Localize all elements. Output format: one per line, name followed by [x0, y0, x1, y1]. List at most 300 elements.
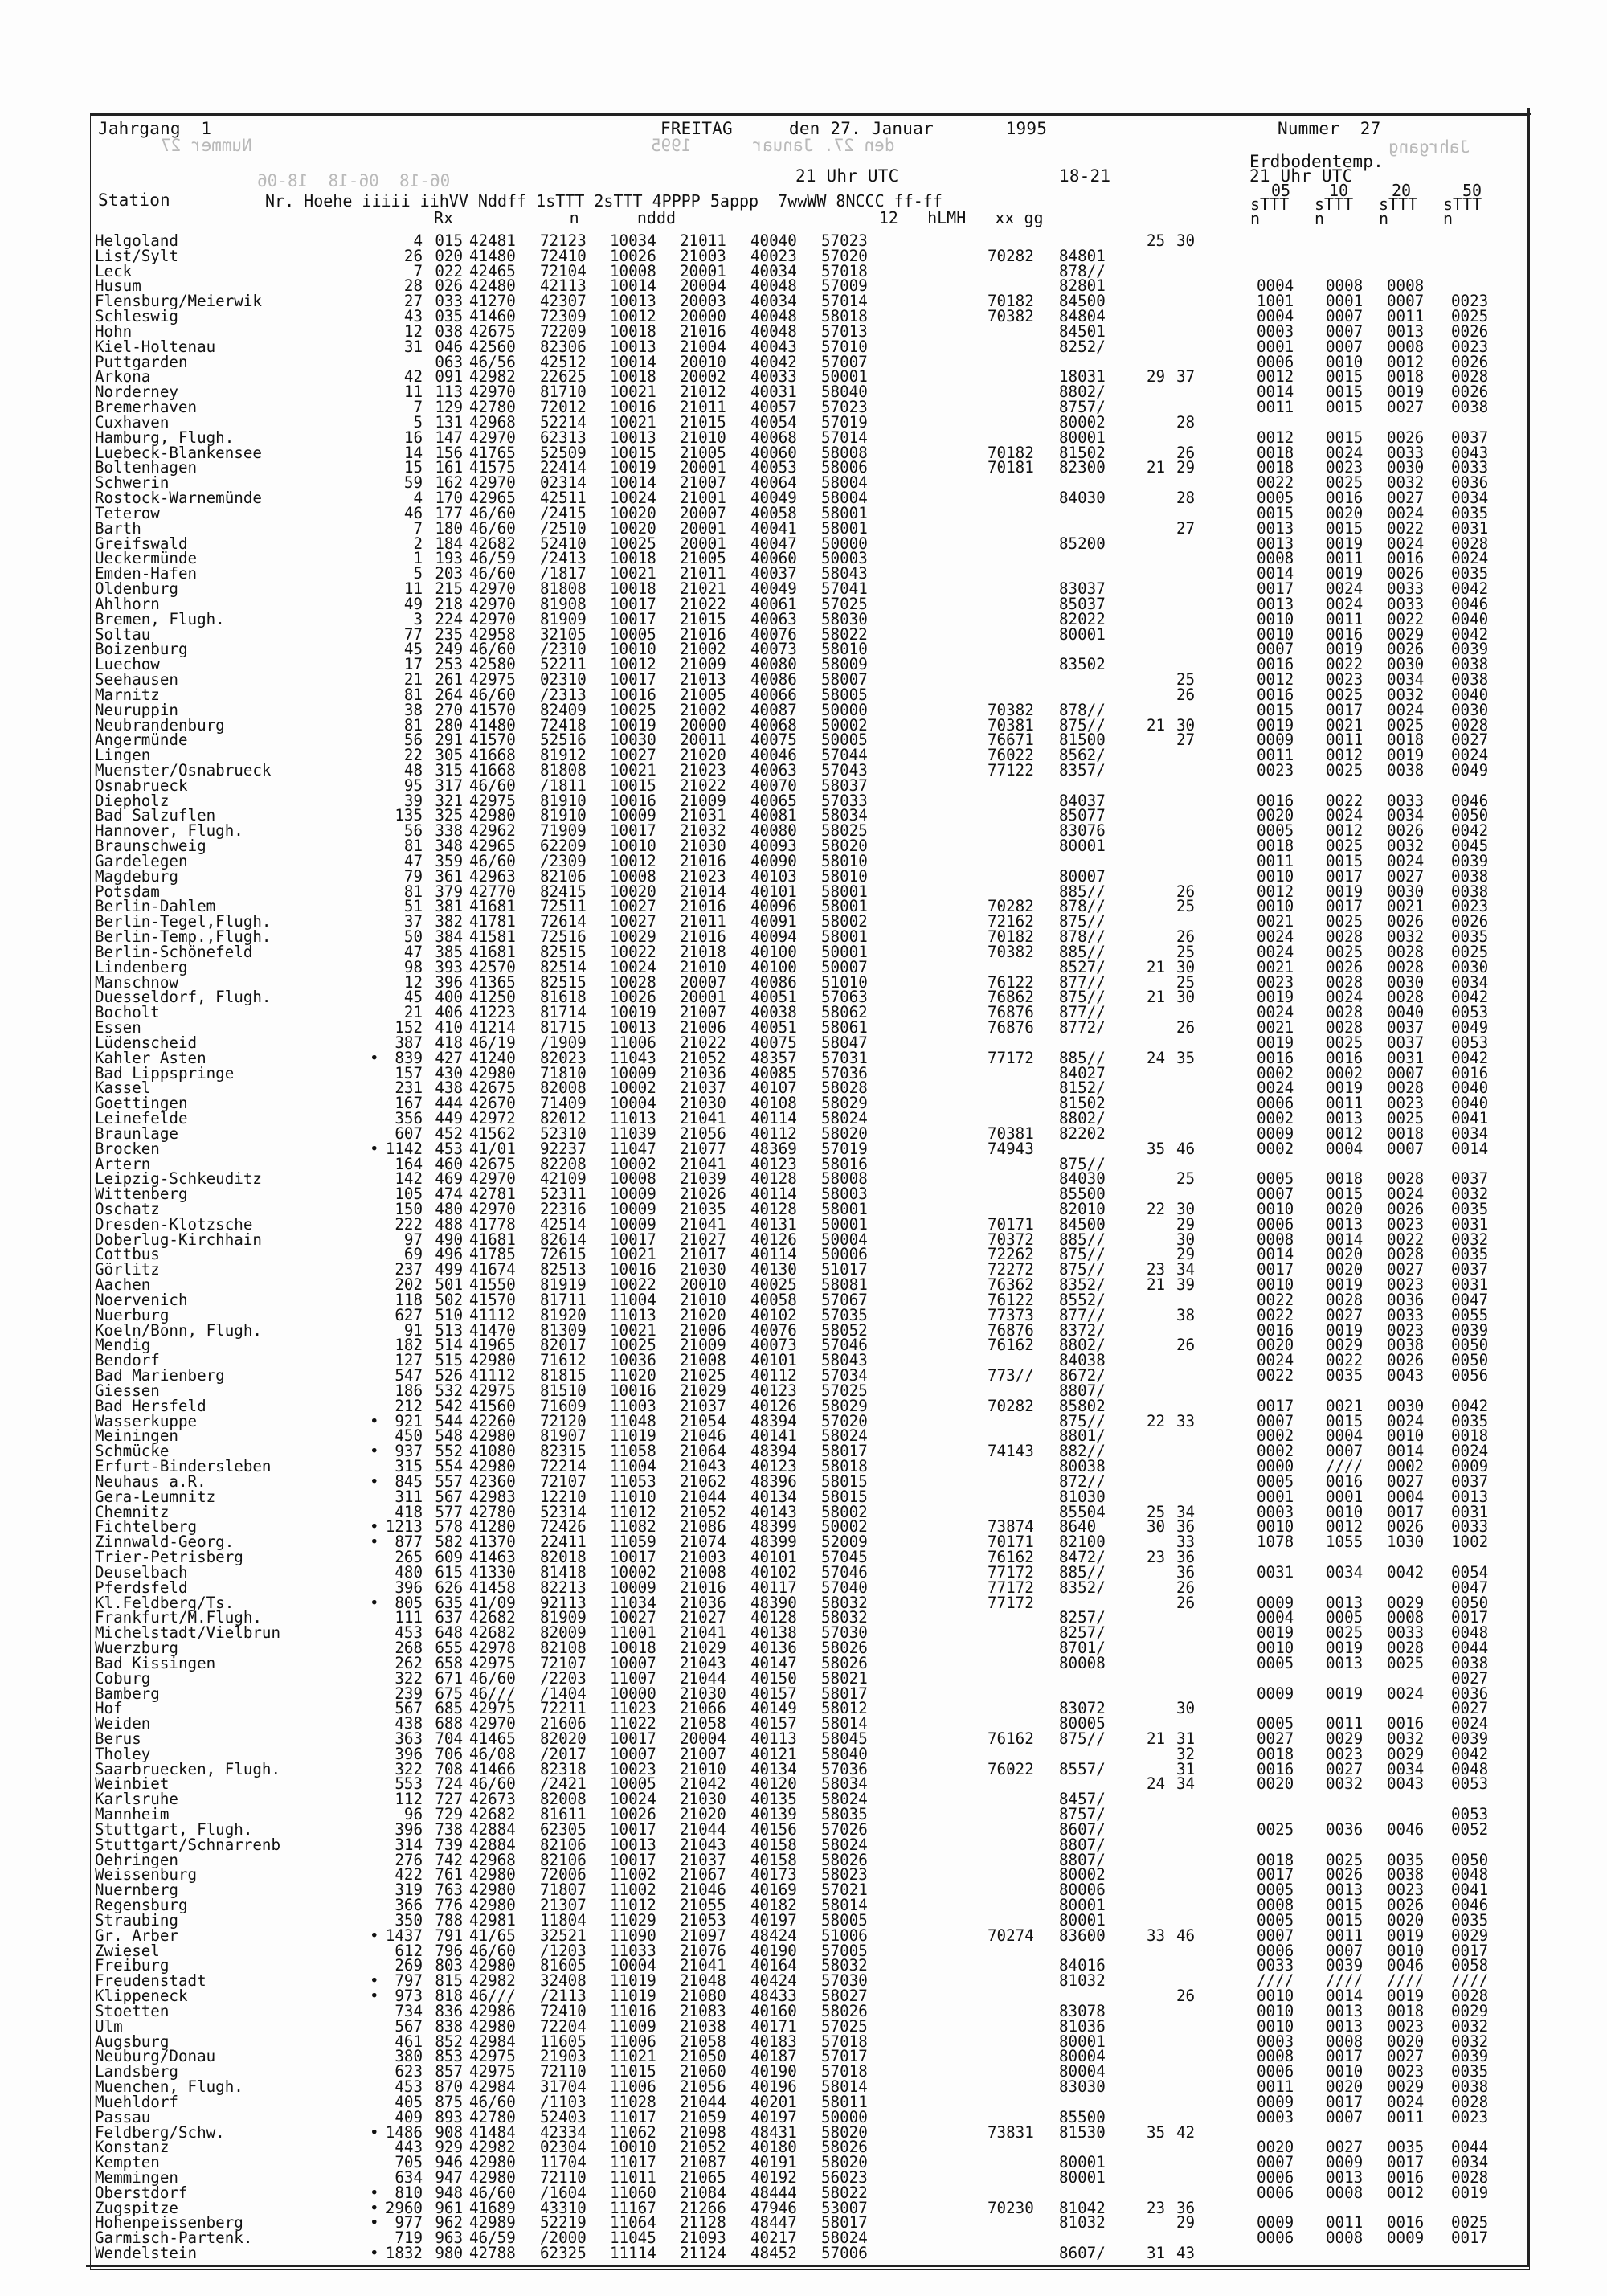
synop-group: 58062 — [821, 1003, 868, 1022]
soil-temperature: 0025 — [1257, 1819, 1294, 1839]
synop-group: 52410 — [540, 534, 587, 553]
soil-temperature: 0016 — [1257, 685, 1294, 704]
soil-temperature: 0048 — [1451, 1865, 1489, 1885]
synop-group: 58014 — [821, 1896, 868, 1915]
synop-group: 58007 — [821, 670, 868, 690]
synop-group: 40086 — [750, 670, 797, 690]
synop-group: 21048 — [680, 1971, 726, 1991]
synop-group: 21 — [1147, 988, 1166, 1007]
station-height: 268 — [395, 1639, 423, 1658]
soil-temperature: 0034 — [1387, 670, 1425, 690]
synop-group: 10013 — [610, 1018, 656, 1037]
soil-temperature: 0011 — [1257, 746, 1294, 765]
synop-group: 48399 — [750, 1533, 797, 1552]
synop-group: 20002 — [680, 367, 726, 387]
synop-group: 21022 — [680, 1033, 726, 1052]
soil-n-50: n — [1443, 209, 1454, 228]
synop-group: 21002 — [680, 700, 726, 719]
synop-group: 84501 — [1059, 321, 1106, 341]
station-number: 046 — [435, 337, 463, 356]
soil-temperature: 0019 — [1326, 1320, 1364, 1340]
synop-group: 21025 — [680, 1366, 726, 1385]
soil-temperature: 0009 — [1257, 1684, 1294, 1703]
soil-temperature: 0030 — [1387, 655, 1425, 674]
soil-temperature: 0043 — [1387, 1774, 1425, 1794]
station-number: 658 — [435, 1653, 463, 1672]
soil-temperature: 0001 — [1257, 1487, 1294, 1506]
soil-temperature: 0023 — [1387, 1094, 1425, 1113]
synop-group: 875// — [1059, 1260, 1106, 1279]
soil-temperature: 0042 — [1451, 1048, 1489, 1067]
synop-group: 58052 — [821, 1320, 868, 1340]
synop-group: 40192 — [750, 2168, 797, 2187]
synop-group: 40126 — [750, 1230, 797, 1249]
soil-temperature: 0037 — [1451, 1471, 1489, 1491]
mountain-station-marker: • — [370, 1987, 379, 2006]
synop-group: 46 — [1176, 1139, 1196, 1158]
synop-group: 42260 — [469, 1411, 516, 1430]
synop-group: 82100 — [1059, 1533, 1106, 1552]
synop-group: 58026 — [821, 1850, 868, 1869]
synop-group: 25 — [1176, 670, 1196, 690]
synop-group: 21076 — [680, 1941, 726, 1960]
station-height: 612 — [395, 1941, 423, 1960]
synop-group: 10026 — [610, 1805, 656, 1824]
soil-depth-05: 05 — [1271, 181, 1291, 200]
synop-group: 37 — [1176, 367, 1196, 387]
station-height: 95 — [403, 776, 423, 795]
synop-group: 42958 — [469, 624, 516, 644]
station-name: Wittenberg — [95, 1185, 188, 1204]
synop-group: 57019 — [821, 1139, 868, 1158]
synop-group: 70382 — [988, 307, 1034, 326]
synop-group: 40134 — [750, 1759, 797, 1778]
soil-temperature: 0039 — [1451, 640, 1489, 659]
volume-label: Jahrgang 1 — [98, 119, 212, 138]
soil-temperature: 0058 — [1451, 1956, 1489, 1975]
soil-temperature: 0015 — [1326, 398, 1364, 417]
soil-temperature: 0029 — [1387, 1744, 1425, 1763]
synop-group: 8357/ — [1059, 760, 1106, 780]
synop-group: 22316 — [540, 1200, 587, 1218]
station-name: Weissenburg — [95, 1865, 198, 1885]
soil-temperature: 0020 — [1387, 2032, 1425, 2051]
soil-temperature: 0002 — [1257, 1063, 1294, 1083]
synop-group: 70171 — [988, 1533, 1034, 1552]
synop-group: /2313 — [540, 685, 587, 704]
synop-group: 57031 — [821, 1048, 868, 1067]
synop-group: 21084 — [680, 2183, 726, 2202]
soil-temperature: 0023 — [1387, 1881, 1425, 1900]
station-height: 4 — [413, 489, 423, 508]
synop-group: 21059 — [680, 2107, 726, 2126]
soil-temperature: 0035 — [1451, 2062, 1489, 2081]
soil-temperature: 0042 — [1451, 821, 1489, 841]
synop-group: 46/19 — [469, 1033, 516, 1052]
synop-group: 10009 — [610, 1578, 656, 1597]
synop-group: 21016 — [680, 851, 726, 870]
synop-group: 40041 — [750, 518, 797, 538]
soil-temperature: 0046 — [1451, 594, 1489, 613]
soil-temperature: 0012 — [1387, 352, 1425, 371]
synop-group: 11060 — [610, 2183, 656, 2202]
synop-group: 40048 — [750, 321, 797, 341]
station-name: Leinefelde — [95, 1109, 188, 1128]
synop-group: 21026 — [680, 1185, 726, 1204]
synop-group: 26 — [1176, 443, 1196, 462]
synop-group: 42989 — [469, 2213, 516, 2233]
synop-group: 40123 — [750, 1457, 797, 1476]
synop-group: 80001 — [1059, 1896, 1106, 1915]
soil-temperature: 0006 — [1257, 1214, 1294, 1234]
synop-group: 81530 — [1059, 2122, 1106, 2142]
soil-temperature: 0031 — [1387, 1048, 1425, 1067]
station-height: 438 — [395, 1714, 423, 1733]
station-number: 510 — [435, 1305, 463, 1324]
station-name: Hannover, Flugh. — [95, 821, 243, 841]
synop-group: 29 — [1176, 458, 1196, 477]
synop-group: 77373 — [988, 1305, 1034, 1324]
synop-group: 42963 — [469, 866, 516, 886]
soil-n-10: n — [1315, 209, 1325, 228]
synop-group: 42980 — [469, 1881, 516, 1900]
station-name: Bamberg — [95, 1684, 160, 1703]
station-height: 51 — [403, 897, 423, 916]
station-height: 461 — [395, 2032, 423, 2051]
synop-group: 80007 — [1059, 866, 1106, 886]
soil-temperature: 0009 — [1257, 1593, 1294, 1612]
soil-temperature: 0032 — [1451, 2016, 1489, 2036]
synop-group: 10018 — [610, 549, 656, 568]
synop-group: 40107 — [750, 1078, 797, 1098]
synop-group: 72426 — [540, 1517, 587, 1537]
synop-group: 58021 — [821, 1668, 868, 1688]
synop-group: 42970 — [469, 1200, 516, 1218]
synop-group: 40130 — [750, 1260, 797, 1279]
synop-group: 84801 — [1059, 246, 1106, 265]
soil-temperature: 0028 — [1326, 927, 1364, 947]
soil-temperature: 0001 — [1326, 1487, 1364, 1506]
soil-temperature: 0006 — [1257, 2062, 1294, 2081]
soil-temperature: 0011 — [1326, 731, 1364, 750]
synop-group: 72214 — [540, 1457, 587, 1476]
soil-temperature: 0027 — [1387, 489, 1425, 508]
soil-temperature: 0012 — [1326, 746, 1364, 765]
synop-group: 11039 — [610, 1123, 656, 1143]
synop-group: 21003 — [680, 246, 726, 265]
soil-temperature: 0037 — [1451, 1260, 1489, 1279]
soil-temperature: 0034 — [1387, 806, 1425, 825]
synop-group: 41570 — [469, 731, 516, 750]
synop-group: 20007 — [680, 972, 726, 992]
station-height: 46 — [403, 503, 423, 522]
station-height: 315 — [395, 1457, 423, 1476]
station-name: Schleswig — [95, 307, 178, 326]
soil-temperature: 0028 — [1451, 1987, 1489, 2006]
synop-group: 42970 — [469, 473, 516, 493]
synop-group: 40066 — [750, 685, 797, 704]
soil-temperature: 0046 — [1451, 791, 1489, 810]
station-number: 803 — [435, 1956, 463, 1975]
station-name: Chemnitz — [95, 1502, 170, 1521]
synop-group: 40093 — [750, 837, 797, 856]
station-number: 449 — [435, 1109, 463, 1128]
station-name: Berlin-Schönefeld — [95, 942, 253, 961]
synop-group: 10017 — [610, 821, 656, 841]
synop-group: 21044 — [680, 2092, 726, 2111]
synop-group: 41370 — [469, 1533, 516, 1552]
station-name: Gardelegen — [95, 851, 188, 870]
synop-group: 71612 — [540, 1351, 587, 1370]
synop-group: 11019 — [610, 1987, 656, 2006]
station-number: 015 — [435, 231, 463, 250]
synop-group: 72614 — [540, 912, 587, 931]
synop-group: 8152/ — [1059, 1078, 1106, 1098]
station-number: 857 — [435, 2062, 463, 2081]
synop-group: 83502 — [1059, 655, 1106, 674]
station-name: Erfurt-Bindersleben — [95, 1457, 272, 1476]
synop-group: 92113 — [540, 1593, 587, 1612]
soil-temperature: 0006 — [1257, 2228, 1294, 2248]
synop-group: 51006 — [821, 1926, 868, 1945]
synop-group: 70382 — [988, 700, 1034, 719]
station-name: Puttgarden — [95, 352, 188, 371]
soil-temperature: 0029 — [1387, 1593, 1425, 1612]
soil-temperature: 0010 — [1387, 1426, 1425, 1446]
soil-temperature: 0013 — [1326, 1881, 1364, 1900]
synop-group: 81618 — [540, 988, 587, 1007]
station-number: 382 — [435, 912, 463, 931]
synop-group: 21005 — [680, 549, 726, 568]
synop-group: 21097 — [680, 1926, 726, 1945]
soil-temperature: 0005 — [1257, 1881, 1294, 1900]
synop-group: 83072 — [1059, 1699, 1106, 1718]
soil-temperature: 0012 — [1257, 428, 1294, 447]
soil-n-20: n — [1379, 209, 1389, 228]
synop-group: 8472/ — [1059, 1548, 1106, 1567]
synop-group: 21 — [1147, 458, 1166, 477]
synop-group: 40068 — [750, 428, 797, 447]
synop-group: 21010 — [680, 1290, 726, 1309]
station-name: Kiel-Holtenau — [95, 337, 216, 356]
synop-group: 82415 — [540, 882, 587, 901]
soil-temperature: 0004 — [1387, 1487, 1425, 1506]
soil-temperature: 0023 — [1326, 1744, 1364, 1763]
station-number: 908 — [435, 2122, 463, 2142]
soil-temperature: 0000 — [1257, 1457, 1294, 1476]
soil-temp-heading: Erdbodentemp. — [1249, 152, 1384, 171]
synop-group: 21037 — [680, 1850, 726, 1869]
station-name: Norderney — [95, 383, 178, 402]
synop-group: 10018 — [610, 367, 656, 387]
synop-group: 21016 — [680, 321, 726, 341]
station-height: 265 — [395, 1548, 423, 1567]
soil-temperature: 0026 — [1451, 383, 1489, 402]
station-height: 1213 — [385, 1517, 423, 1537]
synop-group: 72615 — [540, 1245, 587, 1264]
synop-group: 11002 — [610, 1865, 656, 1885]
soil-temperature: 0025 — [1326, 1850, 1364, 1869]
synop-group: 81808 — [540, 760, 587, 780]
synop-group: 42980 — [469, 1457, 516, 1476]
synop-group: 10005 — [610, 1774, 656, 1794]
soil-temperature: 0026 — [1387, 1517, 1425, 1537]
synop-group: 41674 — [469, 1260, 516, 1279]
station-name: Goettingen — [95, 1094, 188, 1113]
synop-group: 84804 — [1059, 307, 1106, 326]
synop-group: 81920 — [540, 1305, 587, 1324]
station-height: 49 — [403, 594, 423, 613]
soil-temperature: 0013 — [1326, 1214, 1364, 1234]
synop-group: 31 — [1176, 1729, 1196, 1748]
soil-temperature: 0018 — [1387, 367, 1425, 387]
synop-group: 10002 — [610, 1078, 656, 1098]
station-height: 56 — [403, 731, 423, 750]
synop-group: 20001 — [680, 261, 726, 280]
synop-group: 57063 — [821, 988, 868, 1007]
station-number: 147 — [435, 428, 463, 447]
station-number: 305 — [435, 746, 463, 765]
soil-temperature: 0039 — [1451, 851, 1489, 870]
bleed-through-text: den 27. Januar 1995 — [651, 136, 895, 155]
synop-group: 25 — [1147, 1502, 1166, 1521]
synop-group: 40190 — [750, 2062, 797, 2081]
synop-group: 42560 — [469, 337, 516, 356]
soil-temperature: //// — [1326, 1457, 1364, 1476]
synop-group: 24 — [1147, 1048, 1166, 1067]
station-name: Mannheim — [95, 1805, 170, 1824]
synop-group: 58020 — [821, 837, 868, 856]
station-number: 962 — [435, 2213, 463, 2233]
mountain-station-marker: • — [370, 1048, 379, 1067]
synop-group: /2000 — [540, 2228, 587, 2248]
synop-group: 82008 — [540, 1078, 587, 1098]
synop-group: 21042 — [680, 1774, 726, 1794]
synop-group: 21015 — [680, 412, 726, 432]
soil-temperature: 0027 — [1387, 1260, 1425, 1279]
synop-group: /2017 — [540, 1744, 587, 1763]
synop-group: 46/60 — [469, 503, 516, 522]
synop-group: 81910 — [540, 791, 587, 810]
soil-temperature: 0002 — [1387, 1457, 1425, 1476]
station-height: 2 — [413, 534, 423, 553]
synop-group: 83037 — [1059, 579, 1106, 599]
station-height: 7 — [413, 261, 423, 280]
soil-temperature: 0028 — [1451, 2168, 1489, 2187]
synop-group: 10024 — [610, 489, 656, 508]
soil-temperature: 0056 — [1451, 1366, 1489, 1385]
synop-group: 58005 — [821, 685, 868, 704]
station-number: 384 — [435, 927, 463, 947]
synop-group: 21003 — [680, 1548, 726, 1567]
soil-temperature: 0023 — [1326, 458, 1364, 477]
station-height: 356 — [395, 1109, 423, 1128]
station-name: Berlin-Temp.,Flugh. — [95, 927, 272, 947]
soil-temperature: 0038 — [1451, 882, 1489, 901]
soil-temperature: 0027 — [1451, 1668, 1489, 1688]
soil-temperature: 0021 — [1257, 912, 1294, 931]
synop-group: 57034 — [821, 1366, 868, 1385]
station-number: 496 — [435, 1245, 463, 1264]
soil-temperature: 0007 — [1257, 1185, 1294, 1204]
soil-temperature: 0017 — [1451, 1941, 1489, 1960]
synop-group: /2203 — [540, 1668, 587, 1688]
synop-group: 11020 — [610, 1366, 656, 1385]
station-height: 5 — [413, 412, 423, 432]
station-number: 609 — [435, 1548, 463, 1567]
soil-temperature: 0029 — [1387, 624, 1425, 644]
synop-group: 81036 — [1059, 2016, 1106, 2036]
synop-group: 82202 — [1059, 1123, 1106, 1143]
synop-group: 58005 — [821, 1910, 868, 1930]
station-name: Ueckermünde — [95, 549, 198, 568]
soil-temperature: 0021 — [1326, 1396, 1364, 1415]
soil-temperature: 0018 — [1387, 1123, 1425, 1143]
soil-temperature: 0031 — [1451, 1275, 1489, 1295]
station-height: 38 — [403, 700, 423, 719]
synop-group: 10020 — [610, 882, 656, 901]
station-number: 193 — [435, 549, 463, 568]
soil-temperature: 0019 — [1326, 564, 1364, 583]
soil-temperature: 0012 — [1326, 1123, 1364, 1143]
synop-group: 41581 — [469, 927, 516, 947]
soil-temperature: 0036 — [1326, 1819, 1364, 1839]
soil-temperature: 0027 — [1387, 866, 1425, 886]
synop-group: 62313 — [540, 428, 587, 447]
station-number: 626 — [435, 1578, 463, 1597]
synop-group: 21032 — [680, 821, 726, 841]
station-name: Oschatz — [95, 1200, 160, 1218]
synop-group: 57045 — [821, 1548, 868, 1567]
synop-group: 57007 — [821, 352, 868, 371]
soil-temperature: 0010 — [1257, 1639, 1294, 1658]
synop-group: 11013 — [610, 1109, 656, 1128]
synop-group: 70274 — [988, 1926, 1034, 1945]
synop-group: 21012 — [680, 383, 726, 402]
soil-temperature: 0027 — [1326, 1759, 1364, 1778]
soil-temperature: 0027 — [1451, 731, 1489, 750]
synop-group: 21056 — [680, 2077, 726, 2097]
synop-group: 72410 — [540, 2001, 587, 2020]
synop-group: 50004 — [821, 1230, 868, 1249]
synop-group: 11045 — [610, 2228, 656, 2248]
synop-group: 40112 — [750, 1123, 797, 1143]
soil-temperature: 0035 — [1451, 1910, 1489, 1930]
station-name: Freudenstadt — [95, 1971, 206, 1991]
synop-group: 77172 — [988, 1048, 1034, 1067]
station-name: Passau — [95, 2107, 151, 2126]
station-name: Cuxhaven — [95, 412, 170, 432]
station-name: Memmingen — [95, 2168, 178, 2187]
synop-group: 11021 — [610, 2047, 656, 2066]
station-number: 452 — [435, 1123, 463, 1143]
soil-temperature: 0021 — [1326, 715, 1364, 735]
bleed-through-text: Jahrgang — [1388, 137, 1470, 157]
soil-temperature: 0010 — [1326, 1502, 1364, 1521]
synop-group: 10021 — [610, 1245, 656, 1264]
synop-group: 77172 — [988, 1593, 1034, 1612]
synop-group: 10015 — [610, 776, 656, 795]
station-number: 763 — [435, 1881, 463, 1900]
mountain-station-marker: • — [370, 2198, 379, 2217]
soil-temperature: 0015 — [1326, 518, 1364, 538]
synop-group: 10009 — [610, 1185, 656, 1204]
soil-temperature: 0024 — [1451, 1442, 1489, 1461]
synop-group: 10010 — [610, 2138, 656, 2157]
synop-group: 70282 — [988, 246, 1034, 265]
synop-group: 40101 — [750, 1548, 797, 1567]
station-number: 501 — [435, 1275, 463, 1295]
